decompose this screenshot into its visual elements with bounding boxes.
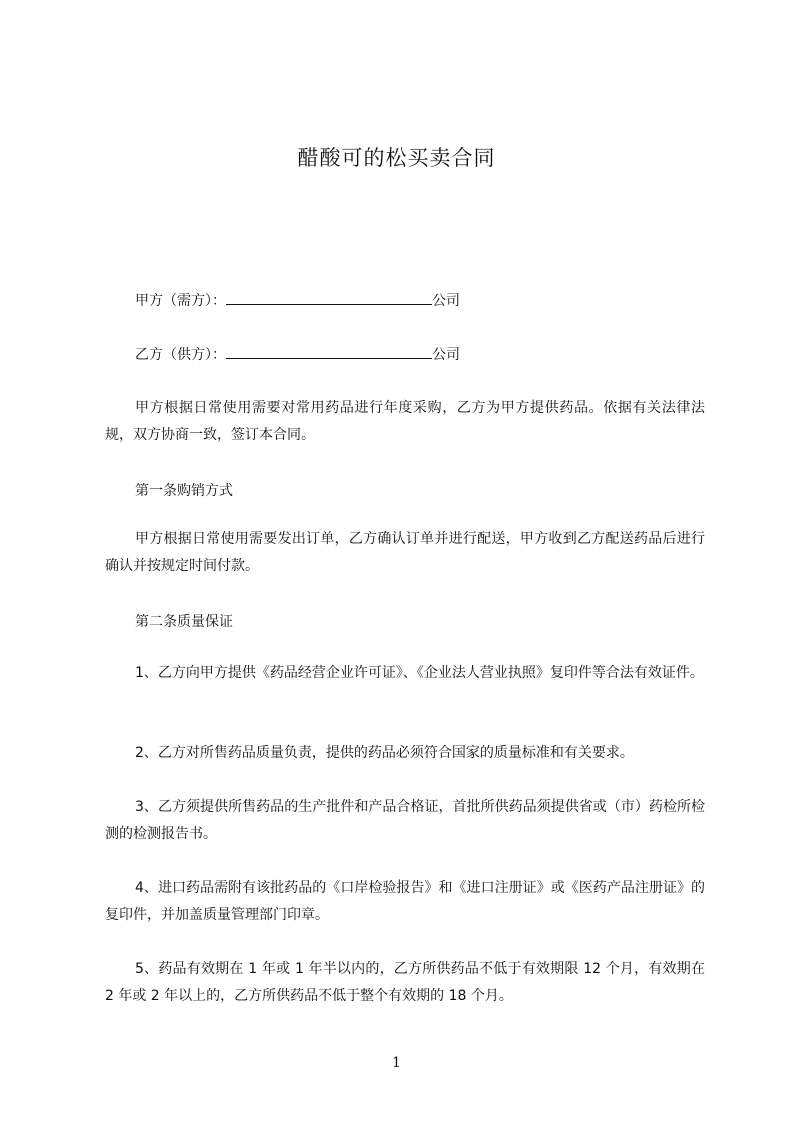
party-a-line bbox=[135, 290, 460, 310]
article2-item-4: 4、进口药品需附有该批药品的《口岸检验报告》和《进口注册证》或《医药产品注册证》的复印件，并加盖质量管理部门印章。 bbox=[105, 880, 705, 923]
article2-item-2: 2、乙方对所售药品质量负责，提供的药品必须符合国家的质量标准和有关要求。 bbox=[135, 745, 634, 761]
article2-heading: 第二条质量保证 bbox=[135, 614, 233, 630]
party-a-blank bbox=[226, 292, 432, 305]
article1-heading: 第一条购销方式 bbox=[135, 483, 233, 499]
article1-body: 甲方根据日常使用需要发出订单，乙方确认订单并进行配送，甲方收到乙方配送药品后进行确认并按规定时间付款。 bbox=[105, 531, 705, 574]
party-b-blank bbox=[226, 346, 432, 359]
article2-item-5: 5、药品有效期在 1 年或 1 年半以内的，乙方所供药品不低于有效期限 12 个月，有效期在 2 年或 2 年以上的，乙方所供药品不低于整个有效期的 18 个月。 bbox=[105, 961, 705, 1004]
document-title: 醋酸可的松买卖合同 bbox=[297, 146, 496, 170]
party-b-label: 乙方（供方）： bbox=[135, 347, 226, 363]
party-a-label: 甲方（需方）： bbox=[135, 293, 226, 309]
party-a-suffix: 公司 bbox=[432, 293, 460, 309]
party-b-suffix: 公司 bbox=[432, 347, 460, 363]
party-b-line bbox=[135, 344, 460, 364]
page-number: 1 bbox=[392, 1055, 401, 1071]
article2-item-3: 3、乙方须提供所售药品的生产批件和产品合格证，首批所供药品须提供省或（市）药检所检测的检测报告书。 bbox=[105, 799, 705, 842]
intro-paragraph: 甲方根据日常使用需要对常用药品进行年度采购，乙方为甲方提供药品。依据有关法律法规，双方协商一致，签订本合同。 bbox=[105, 400, 705, 443]
article2-item-1: 1、乙方向甲方提供《药品经营企业许可证》、《企业法人营业执照》复印件等合法有效证件。 bbox=[135, 665, 704, 681]
